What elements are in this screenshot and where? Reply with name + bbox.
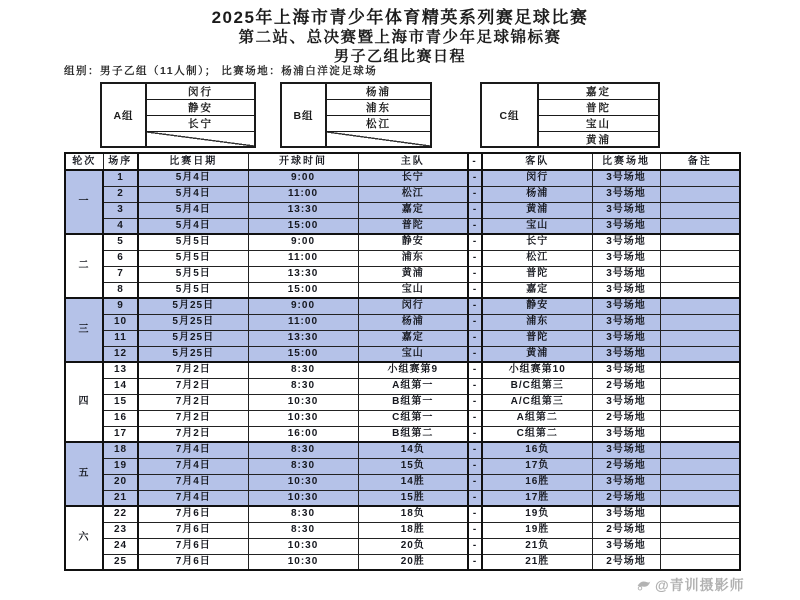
match-number-cell: 19 — [103, 458, 138, 474]
vs-separator-cell: - — [468, 346, 482, 362]
away-team-cell: 普陀 — [482, 330, 592, 346]
home-team-cell: 宝山 — [358, 346, 468, 362]
away-team-cell: 16胜 — [482, 474, 592, 490]
match-number-cell: 7 — [103, 266, 138, 282]
match-row — [65, 458, 740, 474]
venue-cell: 3号场地 — [592, 330, 660, 346]
vs-separator-cell: - — [468, 426, 482, 442]
home-team-cell: 普陀 — [358, 218, 468, 234]
column-header: 比赛场地 — [592, 153, 660, 170]
match-number-cell: 23 — [103, 522, 138, 538]
note-cell — [660, 442, 740, 458]
group-team: 黄浦 — [586, 134, 611, 146]
note-cell — [660, 170, 740, 186]
vs-separator-cell: - — [468, 250, 482, 266]
away-team-cell: 闵行 — [482, 170, 592, 186]
note-cell — [660, 394, 740, 410]
match-date-cell: 7月6日 — [138, 554, 248, 570]
match-number-cell: 3 — [103, 202, 138, 218]
venue-cell: 2号场地 — [592, 458, 660, 474]
note-cell — [660, 250, 740, 266]
note-cell — [660, 314, 740, 330]
vs-separator-cell: - — [468, 506, 482, 522]
home-team-cell: 14胜 — [358, 474, 468, 490]
note-cell — [660, 234, 740, 250]
home-team-cell: 松江 — [358, 186, 468, 202]
column-header: 开球时间 — [248, 153, 358, 170]
away-team-cell: 宝山 — [482, 218, 592, 234]
match-row — [65, 442, 740, 458]
away-team-cell: 嘉定 — [482, 282, 592, 298]
match-number-cell: 18 — [103, 442, 138, 458]
round-label-cell: 四 — [65, 362, 103, 442]
column-header: - — [468, 153, 482, 170]
kickoff-time-cell: 9:00 — [248, 298, 358, 314]
match-number-cell: 20 — [103, 474, 138, 490]
match-date-cell: 5月5日 — [138, 282, 248, 298]
home-team-cell: 静安 — [358, 234, 468, 250]
away-team-cell: 19胜 — [482, 522, 592, 538]
kickoff-time-cell: 13:30 — [248, 266, 358, 282]
vs-separator-cell: - — [468, 202, 482, 218]
away-team-cell: B/C组第三 — [482, 378, 592, 394]
vs-separator-cell: - — [468, 458, 482, 474]
match-schedule-table — [64, 152, 741, 571]
venue-cell: 2号场地 — [592, 410, 660, 426]
match-row — [65, 506, 740, 522]
match-row — [65, 170, 740, 186]
match-number-cell: 11 — [103, 330, 138, 346]
away-team-cell: 黄浦 — [482, 346, 592, 362]
group-box-2 — [480, 82, 660, 148]
kickoff-time-cell: 8:30 — [248, 506, 358, 522]
venue-cell: 3号场地 — [592, 298, 660, 314]
kickoff-time-cell: 10:30 — [248, 554, 358, 570]
vs-separator-cell: - — [468, 218, 482, 234]
group-and-venue-meta: 组别：男子乙组（11人制）； 比赛场地：杨浦白洋淀足球场 — [64, 65, 378, 77]
match-row — [65, 346, 740, 362]
match-number-cell: 16 — [103, 410, 138, 426]
note-cell — [660, 378, 740, 394]
title-line-3: 男子乙组比赛日程 — [333, 48, 466, 65]
away-team-cell: 普陀 — [482, 266, 592, 282]
match-date-cell: 7月6日 — [138, 506, 248, 522]
away-team-cell: 浦东 — [482, 314, 592, 330]
note-cell — [660, 490, 740, 506]
match-date-cell: 5月25日 — [138, 314, 248, 330]
note-cell — [660, 506, 740, 522]
home-team-cell: 杨浦 — [358, 314, 468, 330]
title-line-1: 2025年上海市青少年体育精英系列赛足球比赛 — [211, 8, 589, 27]
away-team-cell: 长宁 — [482, 234, 592, 250]
title-block — [0, 7, 800, 66]
note-cell — [660, 362, 740, 378]
kickoff-time-cell: 15:00 — [248, 218, 358, 234]
match-number-cell: 17 — [103, 426, 138, 442]
kickoff-time-cell: 11:00 — [248, 186, 358, 202]
group-empty-slot — [327, 132, 430, 146]
kickoff-time-cell: 9:00 — [248, 234, 358, 250]
away-team-cell: 17胜 — [482, 490, 592, 506]
round-label-cell: 六 — [65, 506, 103, 570]
vs-separator-cell: - — [468, 394, 482, 410]
group-box-1 — [280, 82, 432, 148]
group-label: B组 — [282, 84, 327, 146]
match-date-cell: 7月2日 — [138, 426, 248, 442]
away-team-cell: 黄浦 — [482, 202, 592, 218]
venue-cell: 2号场地 — [592, 554, 660, 570]
note-cell — [660, 410, 740, 426]
note-cell — [660, 346, 740, 362]
group-label: C组 — [482, 84, 539, 146]
away-team-cell: 16负 — [482, 442, 592, 458]
vs-separator-cell: - — [468, 170, 482, 186]
venue-cell: 3号场地 — [592, 442, 660, 458]
venue-cell: 3号场地 — [592, 314, 660, 330]
group-team: 普陀 — [539, 100, 658, 116]
match-date-cell: 5月5日 — [138, 250, 248, 266]
away-team-cell: 21胜 — [482, 554, 592, 570]
venue-cell: 3号场地 — [592, 538, 660, 554]
venue-cell: 3号场地 — [592, 506, 660, 522]
venue-cell: 3号场地 — [592, 170, 660, 186]
round-label-cell: 二 — [65, 234, 103, 298]
match-row — [65, 282, 740, 298]
home-team-cell: 15胜 — [358, 490, 468, 506]
vs-separator-cell: - — [468, 234, 482, 250]
home-team-cell: 20负 — [358, 538, 468, 554]
column-header: 比赛日期 — [138, 153, 248, 170]
home-team-cell: 18负 — [358, 506, 468, 522]
venue-cell: 3号场地 — [592, 202, 660, 218]
vs-separator-cell: - — [468, 442, 482, 458]
match-row — [65, 250, 740, 266]
away-team-cell: 小组赛第10 — [482, 362, 592, 378]
match-date-cell: 7月2日 — [138, 410, 248, 426]
round-label-cell: 三 — [65, 298, 103, 362]
note-cell — [660, 522, 740, 538]
vs-separator-cell: - — [468, 522, 482, 538]
group-label: A组 — [102, 84, 147, 146]
match-date-cell: 7月2日 — [138, 394, 248, 410]
kickoff-time-cell: 8:30 — [248, 458, 358, 474]
away-team-cell: 杨浦 — [482, 186, 592, 202]
note-cell — [660, 202, 740, 218]
match-row — [65, 218, 740, 234]
match-number-cell: 21 — [103, 490, 138, 506]
vs-separator-cell: - — [468, 266, 482, 282]
venue-cell: 3号场地 — [592, 362, 660, 378]
schedule-body — [65, 170, 740, 570]
match-number-cell: 13 — [103, 362, 138, 378]
home-team-cell: B组第一 — [358, 394, 468, 410]
match-date-cell: 7月4日 — [138, 490, 248, 506]
venue-cell: 3号场地 — [592, 250, 660, 266]
group-team: 松江 — [327, 116, 430, 132]
match-date-cell: 7月6日 — [138, 522, 248, 538]
match-date-cell: 7月2日 — [138, 378, 248, 394]
camera-logo-icon — [636, 578, 652, 592]
kickoff-time-cell: 10:30 — [248, 474, 358, 490]
note-cell — [660, 330, 740, 346]
note-cell — [660, 186, 740, 202]
match-date-cell: 7月4日 — [138, 458, 248, 474]
home-team-cell: 嘉定 — [358, 202, 468, 218]
kickoff-time-cell: 8:30 — [248, 378, 358, 394]
column-header: 主队 — [358, 153, 468, 170]
venue-cell: 3号场地 — [592, 218, 660, 234]
note-cell — [660, 554, 740, 570]
vs-separator-cell: - — [468, 410, 482, 426]
home-team-cell: 18胜 — [358, 522, 468, 538]
match-row — [65, 266, 740, 282]
venue-cell: 3号场地 — [592, 394, 660, 410]
column-header: 场序 — [103, 153, 138, 170]
match-number-cell: 8 — [103, 282, 138, 298]
match-number-cell: 25 — [103, 554, 138, 570]
note-cell — [660, 266, 740, 282]
match-date-cell: 7月4日 — [138, 442, 248, 458]
note-cell — [660, 282, 740, 298]
away-team-cell: A/C组第三 — [482, 394, 592, 410]
match-date-cell: 5月25日 — [138, 330, 248, 346]
match-date-cell: 5月5日 — [138, 266, 248, 282]
match-row — [65, 362, 740, 378]
away-team-cell: 17负 — [482, 458, 592, 474]
title-line-2: 第二站、总决赛暨上海市青少年足球锦标赛 — [238, 29, 562, 46]
kickoff-time-cell: 10:30 — [248, 538, 358, 554]
watermark-text: @青训摄影师 — [655, 577, 745, 593]
match-date-cell: 5月25日 — [138, 298, 248, 314]
note-cell — [660, 474, 740, 490]
match-row — [65, 314, 740, 330]
kickoff-time-cell: 16:00 — [248, 426, 358, 442]
kickoff-time-cell: 13:30 — [248, 202, 358, 218]
home-team-cell: C组第一 — [358, 410, 468, 426]
kickoff-time-cell: 11:00 — [248, 250, 358, 266]
match-row — [65, 474, 740, 490]
match-row — [65, 330, 740, 346]
match-date-cell: 5月4日 — [138, 202, 248, 218]
venue-cell: 3号场地 — [592, 186, 660, 202]
kickoff-time-cell: 15:00 — [248, 346, 358, 362]
kickoff-time-cell: 8:30 — [248, 362, 358, 378]
match-row — [65, 186, 740, 202]
vs-separator-cell: - — [468, 330, 482, 346]
home-team-cell: A组第一 — [358, 378, 468, 394]
match-number-cell: 10 — [103, 314, 138, 330]
vs-separator-cell: - — [468, 362, 482, 378]
away-team-cell: A组第二 — [482, 410, 592, 426]
match-number-cell: 9 — [103, 298, 138, 314]
group-team: 闵行 — [147, 84, 254, 100]
column-header: 轮次 — [65, 153, 103, 170]
match-row — [65, 490, 740, 506]
match-row — [65, 554, 740, 570]
group-team: 宝山 — [539, 116, 658, 132]
match-date-cell: 7月2日 — [138, 362, 248, 378]
vs-separator-cell: - — [468, 186, 482, 202]
match-number-cell: 24 — [103, 538, 138, 554]
vs-separator-cell: - — [468, 538, 482, 554]
kickoff-time-cell: 10:30 — [248, 410, 358, 426]
match-number-cell: 6 — [103, 250, 138, 266]
match-row — [65, 410, 740, 426]
match-row — [65, 202, 740, 218]
home-team-cell: 闵行 — [358, 298, 468, 314]
column-header: 客队 — [482, 153, 592, 170]
note-cell — [660, 426, 740, 442]
kickoff-time-cell: 13:30 — [248, 330, 358, 346]
match-number-cell: 5 — [103, 234, 138, 250]
kickoff-time-cell: 8:30 — [248, 522, 358, 538]
venue-cell: 2号场地 — [592, 522, 660, 538]
venue-cell: 3号场地 — [592, 234, 660, 250]
match-date-cell: 5月4日 — [138, 218, 248, 234]
vs-separator-cell: - — [468, 490, 482, 506]
group-team: 杨浦 — [327, 84, 430, 100]
group-team: 静安 — [147, 100, 254, 116]
venue-cell: 3号场地 — [592, 282, 660, 298]
match-number-cell: 15 — [103, 394, 138, 410]
home-team-cell: 长宁 — [358, 170, 468, 186]
home-team-cell: 黄浦 — [358, 266, 468, 282]
kickoff-time-cell: 8:30 — [248, 442, 358, 458]
round-label-cell: 一 — [65, 170, 103, 234]
match-date-cell: 5月4日 — [138, 186, 248, 202]
venue-cell: 3号场地 — [592, 474, 660, 490]
home-team-cell: 宝山 — [358, 282, 468, 298]
match-number-cell: 14 — [103, 378, 138, 394]
group-team: 嘉定 — [539, 84, 658, 100]
match-date-cell: 7月4日 — [138, 474, 248, 490]
match-number-cell: 22 — [103, 506, 138, 522]
group-team: 长宁 — [147, 116, 254, 132]
note-cell — [660, 298, 740, 314]
kickoff-time-cell: 10:30 — [248, 394, 358, 410]
venue-cell: 3号场地 — [592, 346, 660, 362]
match-number-cell: 1 — [103, 170, 138, 186]
away-team-cell: 松江 — [482, 250, 592, 266]
away-team-cell: 静安 — [482, 298, 592, 314]
venue-cell: 3号场地 — [592, 426, 660, 442]
group-empty-slot — [147, 132, 254, 146]
kickoff-time-cell: 15:00 — [248, 282, 358, 298]
note-cell — [660, 458, 740, 474]
vs-separator-cell: - — [468, 378, 482, 394]
home-team-cell: 浦东 — [358, 250, 468, 266]
match-row — [65, 298, 740, 314]
vs-separator-cell: - — [468, 314, 482, 330]
home-team-cell: 小组赛第9 — [358, 362, 468, 378]
note-cell — [660, 538, 740, 554]
kickoff-time-cell: 11:00 — [248, 314, 358, 330]
away-team-cell: 21负 — [482, 538, 592, 554]
kickoff-time-cell: 9:00 — [248, 170, 358, 186]
venue-cell: 3号场地 — [592, 266, 660, 282]
match-date-cell: 7月6日 — [138, 538, 248, 554]
watermark — [636, 575, 745, 595]
match-row — [65, 378, 740, 394]
vs-separator-cell: - — [468, 554, 482, 570]
match-row — [65, 394, 740, 410]
away-team-cell: 19负 — [482, 506, 592, 522]
column-header: 备注 — [660, 153, 740, 170]
vs-separator-cell: - — [468, 282, 482, 298]
match-number-cell: 4 — [103, 218, 138, 234]
match-number-cell: 12 — [103, 346, 138, 362]
match-row — [65, 234, 740, 250]
schedule-header-row — [65, 153, 740, 170]
home-team-cell: 14负 — [358, 442, 468, 458]
venue-cell: 2号场地 — [592, 378, 660, 394]
venue-cell: 2号场地 — [592, 490, 660, 506]
home-team-cell: 15负 — [358, 458, 468, 474]
note-cell — [660, 218, 740, 234]
match-row — [65, 538, 740, 554]
match-date-cell: 5月4日 — [138, 170, 248, 186]
home-team-cell: B组第二 — [358, 426, 468, 442]
group-team: 浦东 — [327, 100, 430, 116]
match-row — [65, 522, 740, 538]
match-date-cell: 5月25日 — [138, 346, 248, 362]
vs-separator-cell: - — [468, 298, 482, 314]
group-box-0 — [100, 82, 256, 148]
match-row — [65, 426, 740, 442]
match-number-cell: 2 — [103, 186, 138, 202]
match-date-cell: 5月5日 — [138, 234, 248, 250]
away-team-cell: C组第二 — [482, 426, 592, 442]
kickoff-time-cell: 10:30 — [248, 490, 358, 506]
vs-separator-cell: - — [468, 474, 482, 490]
home-team-cell: 嘉定 — [358, 330, 468, 346]
round-label-cell: 五 — [65, 442, 103, 506]
home-team-cell: 20胜 — [358, 554, 468, 570]
